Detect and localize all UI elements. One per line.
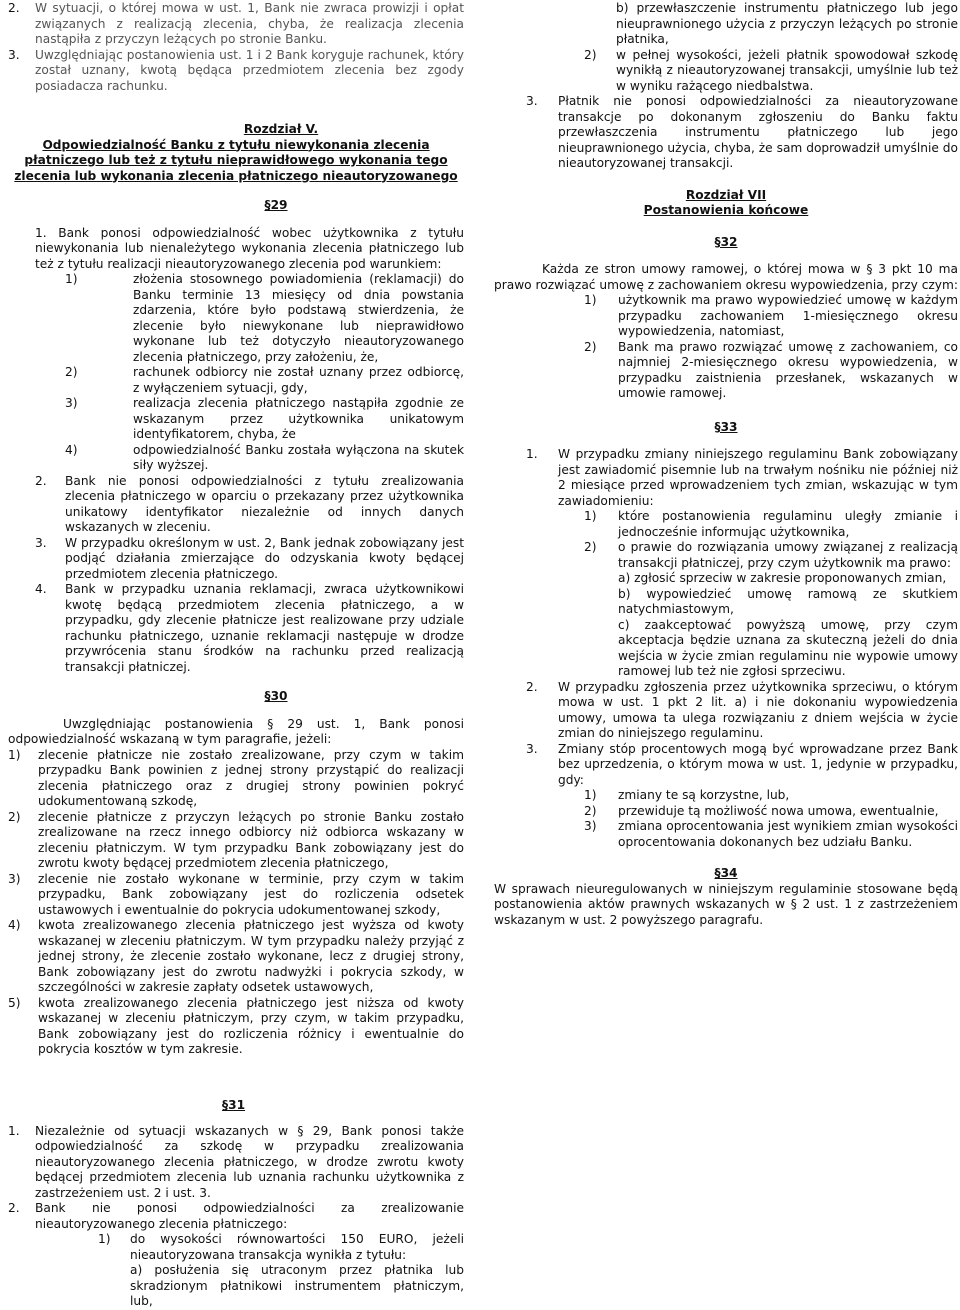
paragraph: Każda ze stron umowy ramowej, o której mowa w § 3 pkt 10 ma prawo rozwiązać umowę z zachowaniem okresu wypowiedzenia, przy czym:: [494, 262, 958, 292]
sub-item: b) wypowiedzieć umowę ramową ze skutkiem natychmiastowym,: [618, 586, 958, 616]
item-text: Bank w przypadku uznania reklamacji, zwraca użytkownikowi kwotę będącą przedmiotem zlecenia płatniczego, a w przypadku, gdy zlecenie płatnicze jest realizowane przy udziale rachunku płatniczego, uznanie reklamacji następuje w drodze przywrócenia stanu środków na rachunku przed realizacją transakcji płatniczej.: [65, 582, 464, 674]
item-number: 4): [65, 442, 78, 457]
list-item: [8, 1232, 464, 1263]
item-text: Bank nie ponosi odpowiedzialności za zrealizowanie nieautoryzowanego zlecenia płatniczego:: [35, 1201, 464, 1231]
item-number: 3): [8, 871, 21, 886]
item-text: kwota zrealizowanego zlecenia płatniczego jest niższa od kwoty wskazanej w zleceniu płatniczym, przy czym, w takim przypadku, Bank zobowiązany jest do rozliczenia różnicy i ewentualnie do pokrycia kosztów w tym zakresie.: [38, 995, 464, 1056]
chapter-heading: Odpowiedzialność Banku z tytułu niewykonania zlecenia płatniczego lub też z tytułu nieprawidłowego wykonania tego zlecenia lub wykonania zlecenia płatniczego nieautoryzowanego: [14, 137, 458, 183]
list-item: [8, 996, 464, 1058]
left-column: [8, 0, 464, 1058]
item-text: zlecenie nie zostało wykonane w terminie, przy czym w takim przypadku, Bank zobowiązany jest do rozliczenia odsetek ustawowych i ewentualnie do pokrycia udokumentowanej szkody,: [38, 871, 464, 917]
item-number: 1): [98, 1232, 111, 1246]
item-number: 1): [584, 509, 597, 523]
item-number: 4): [8, 918, 21, 932]
item-text: Niezależnie od sytuacji wskazanych w § 29, Bank ponosi także odpowiedzialność za szkodę w przypadku zrealizowania nieautoryzowanego zlecenia płatniczego, w drodze zwrotu kwoty będącej przedmiotem zlecenia lub uznania rachunku użytkownika z zastrzeżeniem ust. 2 i ust. 3.: [35, 1123, 464, 1200]
chapter-title: Rozdział VII: [685, 187, 767, 202]
item-number: 1): [584, 788, 597, 802]
list-item: [494, 819, 958, 850]
sub-item: b) przewłaszczenie instrumentu płatniczego lub jego nieuprawnionego użycia z przyczyn leżących po stronie płatnika,: [616, 1, 958, 46]
item-text: zmiana oprocentowania jest wynikiem zmian wysokości oprocentowania dokonanych bez udziału Banku.: [618, 819, 958, 849]
list-item: [8, 748, 464, 810]
list-item: [8, 1201, 464, 1232]
item-text: do wysokości równowartości 150 EURO, jeżeli nieautoryzowana transakcja wynikła z tytułu:: [130, 1232, 464, 1262]
item-number: 2.: [8, 1, 20, 15]
item-number: 1): [8, 747, 21, 762]
list-item: [8, 918, 464, 996]
section-title: §34: [714, 866, 738, 880]
paragraph: Uwzględniając postanowienia § 29 ust. 1, Bank ponosi odpowiedzialność wskazaną w tym paragrafie, jeżeli:: [8, 716, 464, 746]
section-title: §31: [222, 1098, 246, 1112]
item-text: które postanowienia regulaminu uległy zmianie i jednocześnie informując użytkownika,: [618, 509, 958, 539]
list-item: [494, 742, 958, 789]
item-number: 2): [584, 47, 597, 62]
item-text: W przypadku określonym w ust. 2, Bank jednak zobowiązany jest podjąć działania zmierzające do odzyskania kwoty będącej przedmiotem zlecenia płatniczego.: [65, 535, 464, 581]
item-number: 2.: [8, 1201, 20, 1215]
item-number: 2): [8, 809, 21, 824]
item-text: realizacja zlecenia płatniczego nastąpiła zgodnie ze wskazanym przez użytkownika unikatowym identyfikatorem, chyba, że: [133, 396, 464, 441]
section-title: §32: [714, 234, 738, 249]
item-number: 2): [65, 365, 78, 379]
item-number: 3.: [35, 535, 47, 550]
section-title: §33: [714, 419, 738, 434]
item-number: 3): [584, 819, 597, 833]
list-item: [8, 872, 464, 919]
paragraph: W sprawach nieuregulowanych w niniejszym regulaminie stosowane będą postanowienia aktów prawnych wskazanych w § 2 ust. 1 z zastrzeżeniem wskazanym w ust. 2 powyższego paragrafu.: [494, 881, 958, 927]
list-item: [494, 447, 958, 509]
right-column: [494, 0, 958, 928]
list-item: [494, 293, 958, 340]
item-number: 4.: [35, 582, 47, 596]
list-item: [65, 443, 464, 474]
item-text: Bank ma prawo rozwiązać umowę z zachowaniem, co najmniej 2-miesięcznego okresu wypowiedzenia, w przypadku zaistnienia przesłanek, wskazanych w umowie ramowej.: [618, 339, 958, 400]
list-item: [65, 396, 464, 443]
item-number: 2): [584, 803, 597, 818]
list-item: [35, 536, 464, 583]
sub-item: a) zgłosić sprzeciw w zakresie proponowanych zmian,: [618, 571, 947, 585]
item-text: o prawie do rozwiązania umowy związanej z realizacją transakcji płatniczej, przy czym użytkownik ma prawo:: [618, 540, 958, 570]
list-item: [494, 680, 958, 742]
list-item: [8, 1124, 464, 1202]
item-text: kwota zrealizowanego zlecenia płatniczego jest wyższa od kwoty wskazanej w zleceniu płatniczym. W tym przypadku należy przyjąć z jednej strony, że zlecenie zostało wykonane, lecz z drugiej strony, Bank zobowiązany jest do zwrotu nadwyżki i pokrycia szkody, w szczególności w zakresie zapłaty odsetek ustawowych,: [38, 918, 464, 994]
item-text: W przypadku zgłoszenia przez użytkownika sprzeciwu, o którym mowa w ust. 1 pkt 2 lit. a) i nie dokonaniu wypowiedzenia umowy, umowa ta ulega rozwiązaniu z dniem wejścia w życie zmian do niniejszego regulaminu.: [558, 679, 958, 740]
section-title: §29: [264, 198, 288, 212]
item-text: Zmiany stóp procentowych mogą być wprowadzane przez Bank bez uprzedzenia, o którym mowa w ust. 1, jedynie w przypadku, gdy:: [558, 741, 958, 787]
list-item: [494, 804, 958, 820]
item-number: 3.: [526, 94, 538, 108]
list-item: [494, 509, 958, 540]
item-text: złożenia stosownego powiadomienia (reklamacji) do Banku terminie 13 miesięcy od dnia powstania zdarzenia, które było podstawą stwierdzenia, że zlecenie było niewykonane lub nieprawidłowo wykonane lub też dotyczyło nieautoryzowanego zlecenia płatniczego, przy założeniu, że,: [133, 272, 464, 364]
item-number: 2): [584, 339, 597, 354]
item-text: zlecenie płatnicze nie zostało zrealizowane, przy czym w takim przypadku Bank powinien z jednej strony przystąpić do realizacji zlecenia płatniczego oraz z drugiej strony powinien pokryć udokumentowaną szkodę,: [38, 747, 464, 808]
list-item: [35, 582, 464, 675]
section-title: §30: [264, 689, 288, 703]
list-item: [494, 340, 958, 402]
item-number: 3.: [8, 47, 20, 62]
item-number: 3): [65, 396, 78, 410]
list-item: [8, 1, 464, 48]
item-text: użytkownik ma prawo wypowiedzieć umowę w każdym przypadku zachowaniem 1-miesięcznego okresu wypowiedzenia, natomiast,: [618, 293, 958, 338]
list-item: [8, 48, 464, 95]
item-text: zlecenie płatnicze z przyczyn leżących po stronie Banku zostało zrealizowane na rzecz innego odbiorcy niż odbiorca wskazany w zleceniu płatniczym. W tym przypadku Bank zobowiązany jest do zwrotu kwoty będącej przedmiotem zlecenia płatniczego,: [38, 809, 464, 870]
chapter-title: Rozdział V.: [243, 122, 319, 136]
item-number: 5): [8, 995, 21, 1010]
item-text: Bank nie ponosi odpowiedzialności z tytułu zrealizowania zlecenia płatniczego w oparciu o przekazany przez użytkownika unikatowy identyfikator niezależnie od innych danych wskazanych w zleceniu.: [65, 473, 464, 534]
item-text: Płatnik nie ponosi odpowiedzialności za nieautoryzowane transakcje po dokonanym zgłoszeniu do Banku faktu przewłaszczenia instrumentu płatniczego lub jego nieuprawnionego użycia, chyba, że sam doprowadził umyślnie do nieautoryzowanej transakcji.: [558, 94, 958, 170]
list-item: [494, 788, 958, 804]
item-text: W sytuacji, o której mowa w ust. 1, Bank nie zwraca prowizji i opłat związanych z realizacją zlecenia, chyba, że realizacja zlecenia nastąpiła z przyczyn leżących po stronie Banku.: [35, 1, 464, 46]
list-item: [494, 540, 958, 571]
item-text: rachunek odbiorcy nie został uznany przez odbiorcę, z wyłączeniem sytuacji, gdy,: [133, 365, 464, 395]
left-bottom: [8, 1098, 464, 1310]
list-item: [494, 48, 958, 95]
paragraph: 1. Bank ponosi odpowiedzialność wobec użytkownika z tytułu niewykonania lub nienależytego wykonania zlecenia płatniczego lub też z tytułu realizacji nieautoryzowanego zlecenia pod warunkiem:: [35, 225, 464, 271]
list-item: [35, 474, 464, 536]
chapter-heading: Postanowienia końcowe: [643, 203, 809, 217]
list-item: [65, 272, 464, 365]
item-text: w pełnej wysokości, jeżeli płatnik spowodował szkodę wynikłą z nieautoryzowanej transakcji, umyślnie lub też w wyniku rażącego niedbalstwa.: [616, 47, 958, 93]
item-number: 1): [65, 272, 78, 286]
item-number: 2): [584, 540, 597, 554]
sub-item: a) posłużenia się utraconym przez płatnika lub skradzionym płatnikowi instrumentem płatniczym, lub,: [130, 1263, 464, 1308]
list-item: [8, 810, 464, 872]
item-text: Uwzględniając postanowienia ust. 1 i 2 Bank koryguje rachunek, który został uznany, kwotą będąca przedmiotem zlecenia bez zgody posiadacza rachunku.: [35, 47, 464, 93]
item-text: W przypadku zmiany niniejszego regulaminu Bank zobowiązany jest zawiadomić pisemnie lub na trwałym nośniku nie później niż 2 miesiące przed wprowadzeniem tych zmian, wskazując w tym zawiadomieniu:: [558, 447, 958, 508]
item-number: 1.: [8, 1123, 20, 1138]
item-text: odpowiedzialność Banku została wyłączona na skutek siły wyższej.: [133, 442, 464, 472]
sub-item: c) zaakceptować powyższą umowę, przy czym akceptacja będzie uznana za skuteczną jeżeli do dnia wejścia w życie zmian regulaminu nie wypowie umowy ramowej lub też nie zgłosi sprzeciwu.: [618, 617, 958, 678]
list-item: [65, 365, 464, 396]
item-number: 2.: [35, 473, 47, 488]
item-number: 1.: [526, 447, 538, 461]
item-number: 3.: [526, 741, 538, 756]
item-text: przewiduje tą możliwość nowa umowa, ewentualnie,: [618, 803, 939, 818]
item-number: 2.: [526, 679, 538, 694]
item-number: 1): [584, 293, 597, 307]
list-item: [494, 94, 958, 172]
item-text: zmiany te są korzystne, lub,: [618, 788, 790, 802]
